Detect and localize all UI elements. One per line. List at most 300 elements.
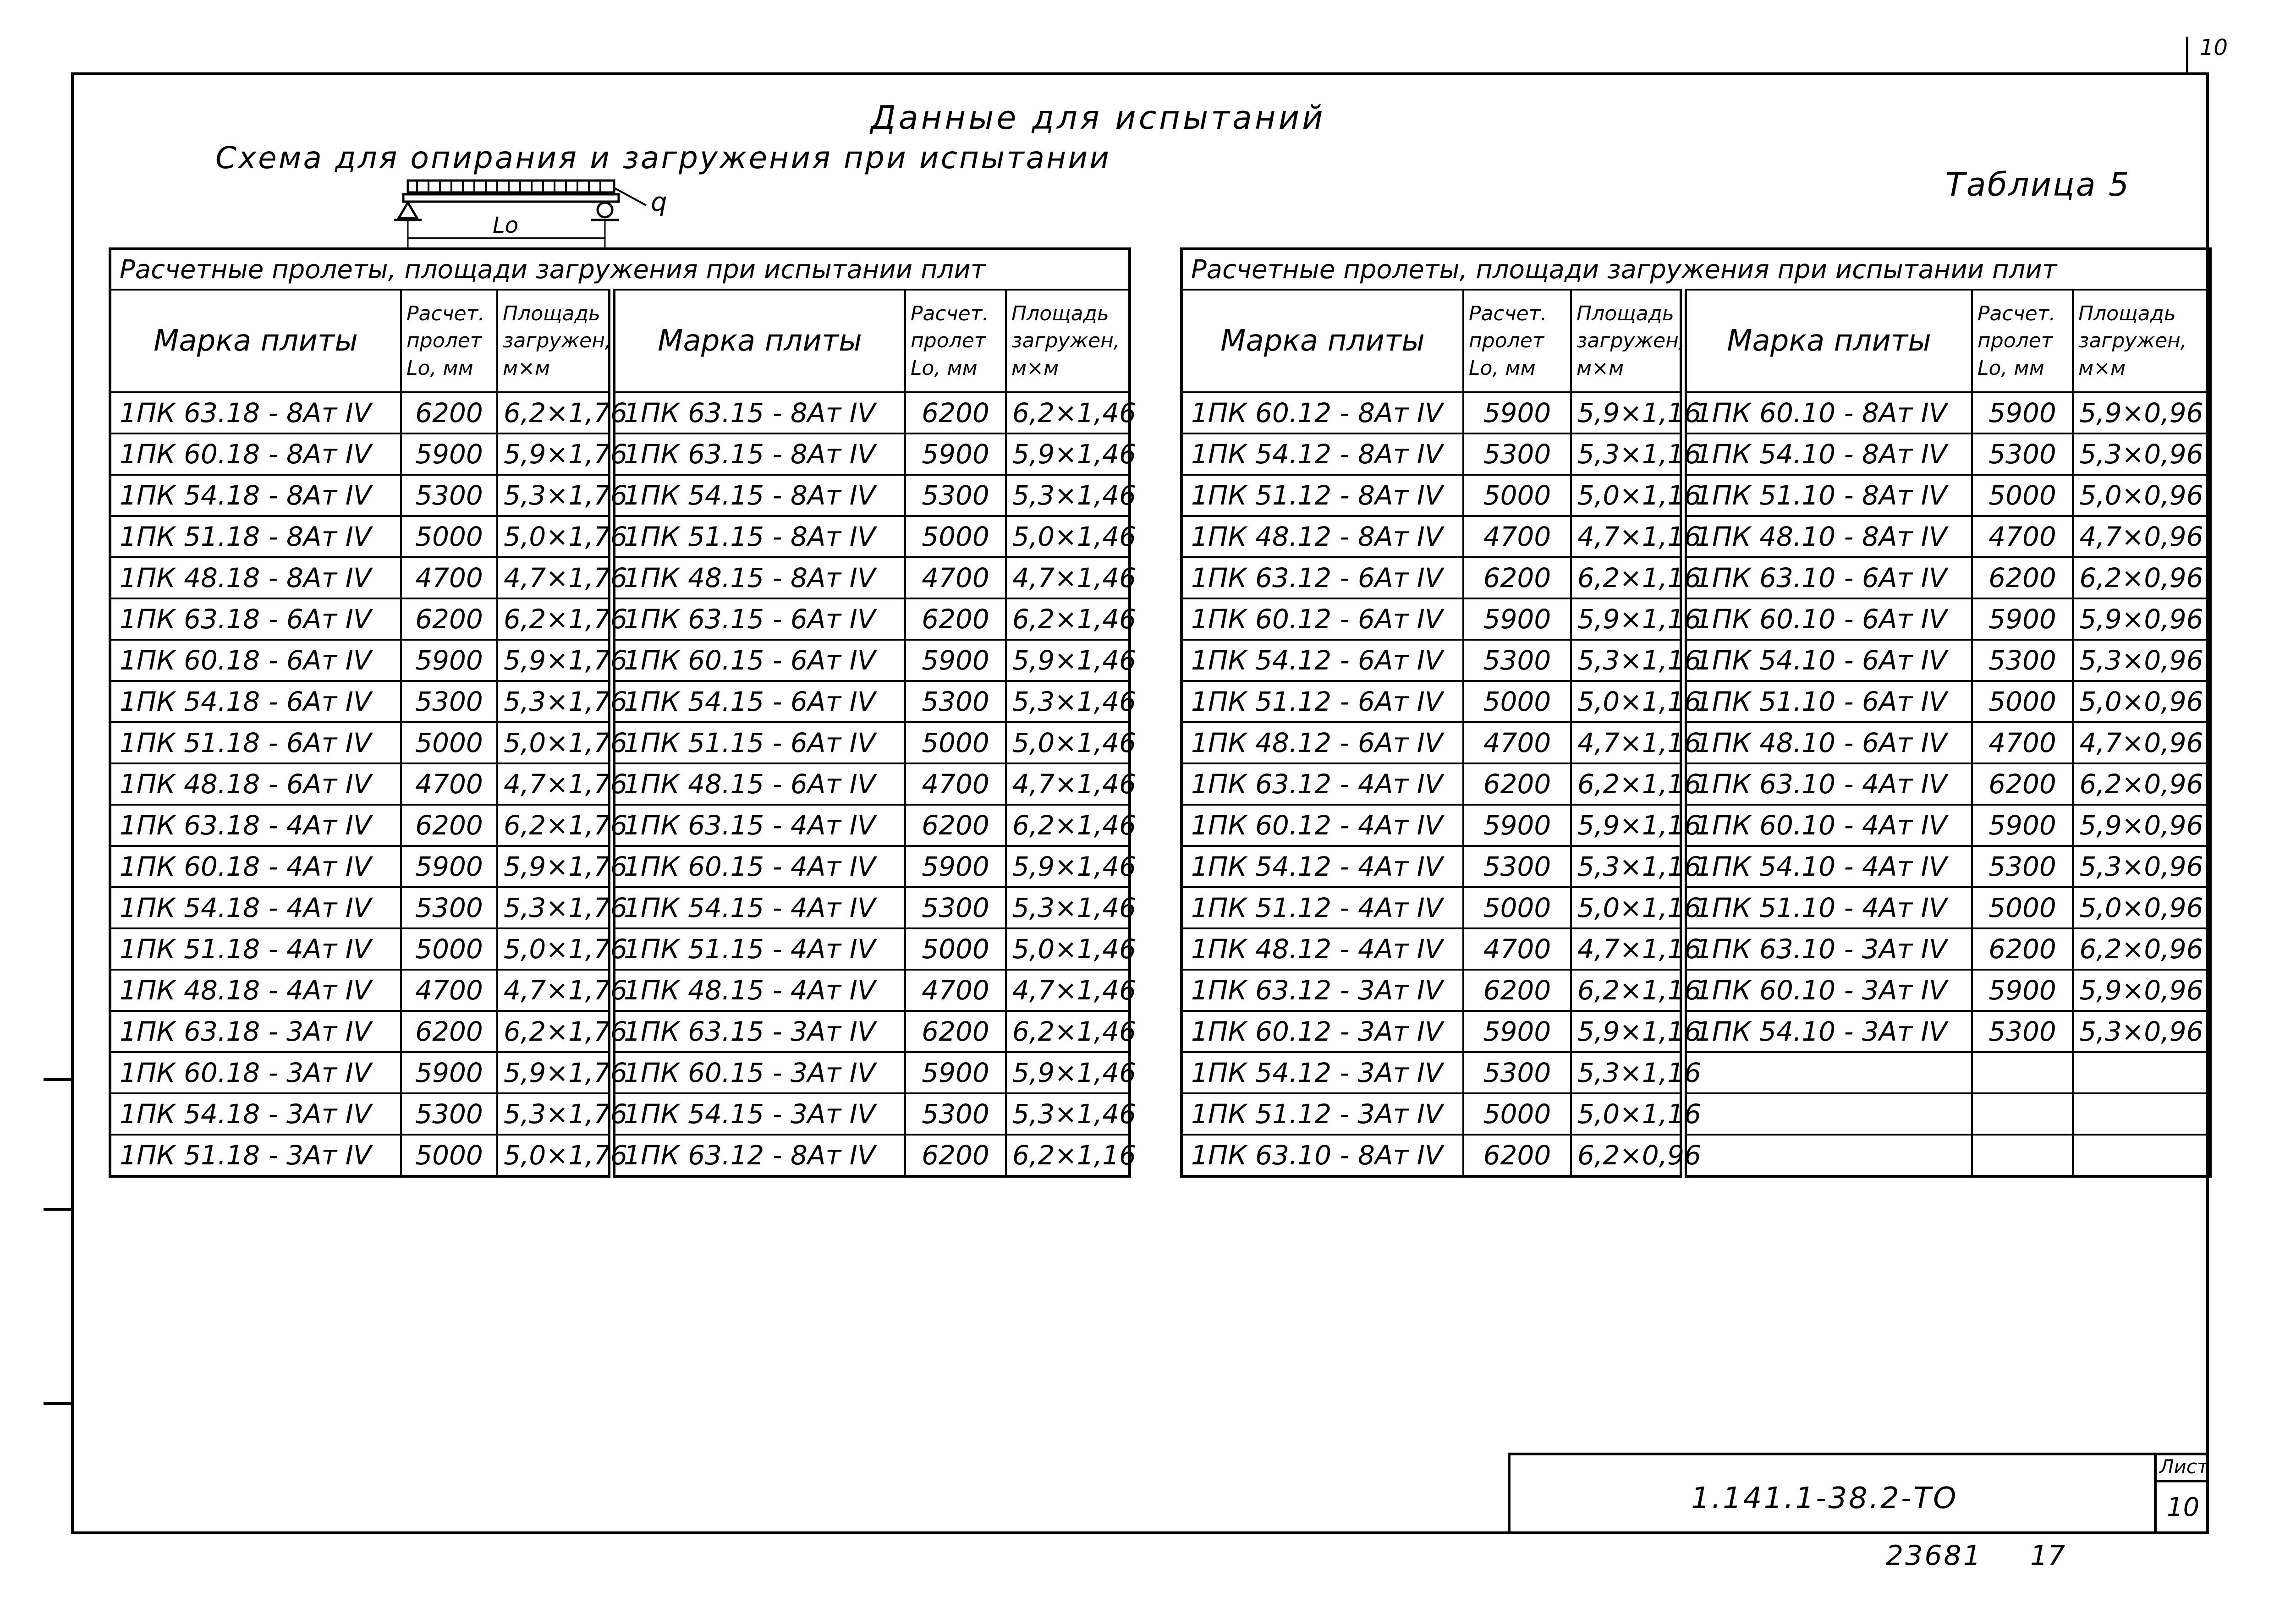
span-cell: 5900 [401, 640, 497, 681]
span-cell: 5000 [1463, 887, 1571, 928]
area-cell: 5,3×1,46 [1006, 887, 1130, 928]
area-cell: 5,3×0,96 [2073, 640, 2210, 681]
area-cell: 5,3×0,96 [2073, 433, 2210, 475]
page-number: 10 [2200, 35, 2228, 60]
span-cell: 4700 [1463, 722, 1571, 763]
span-cell [1972, 1052, 2073, 1093]
table-row [110, 475, 1130, 516]
table-row [110, 681, 1130, 722]
area-cell: 5,9×1,46 [1006, 640, 1130, 681]
slab-mark-cell: 1ПК 60.10 - 6Ат IV [1683, 598, 1972, 640]
slab-mark-cell: 1ПК 54.18 - 8Ат IV [110, 475, 401, 516]
slab-mark-cell: 1ПК 60.10 - 4Ат IV [1683, 805, 1972, 846]
area-cell: 5,9×0,96 [2073, 970, 2210, 1011]
slab-mark-cell: 1ПК 54.12 - 4Ат IV [1181, 846, 1463, 887]
span-cell: 5000 [1463, 681, 1571, 722]
slab-mark-cell: 1ПК 51.10 - 8Ат IV [1683, 475, 1972, 516]
slab-mark-cell: 1ПК 54.10 - 6Ат IV [1683, 640, 1972, 681]
table-row [1181, 392, 2210, 433]
left-span-table [109, 247, 1136, 1178]
slab-mark-cell: 1ПК 54.18 - 4Ат IV [110, 887, 401, 928]
span-cell: 6200 [1463, 763, 1571, 805]
area-cell: 5,0×1,16 [1571, 887, 1683, 928]
slab-mark-cell: 1ПК 54.12 - 8Ат IV [1181, 433, 1463, 475]
span-cell: 5300 [1463, 846, 1571, 887]
span-cell: 5000 [905, 722, 1006, 763]
table-row [1181, 722, 2210, 763]
span-cell: 5000 [1972, 681, 2073, 722]
span-cell: 4700 [905, 970, 1006, 1011]
area-cell: 6,2×1,16 [1571, 763, 1683, 805]
span-cell: 5000 [401, 1135, 497, 1176]
slab-mark-cell: 1ПК 60.10 - 8Ат IV [1683, 392, 1972, 433]
column-header-span: Расчет. пролет Lo, мм [401, 290, 497, 392]
sheet-label: Лист [2159, 1455, 2208, 1478]
slab-mark-cell: 1ПК 63.15 - 3Ат IV [612, 1011, 905, 1052]
span-cell: 5300 [1972, 1011, 2073, 1052]
column-header-mark: Марка плиты [1683, 290, 1972, 392]
span-cell: 4700 [905, 557, 1006, 598]
table-row [110, 557, 1130, 598]
column-header-span: Расчет. пролет Lo, мм [1972, 290, 2073, 392]
table-row [110, 928, 1130, 970]
span-cell: 5900 [401, 846, 497, 887]
table-row [110, 1135, 1130, 1176]
span-cell: 5300 [1463, 1052, 1571, 1093]
sheet-number: 10 [2167, 1492, 2200, 1522]
span-cell: 5000 [401, 722, 497, 763]
slab-mark-cell: 1ПК 54.15 - 6Ат IV [612, 681, 905, 722]
span-cell: 6200 [905, 1011, 1006, 1052]
loading-scheme-diagram [390, 174, 701, 257]
table-row [1181, 887, 2210, 928]
slab-mark-cell: 1ПК 63.15 - 6Ат IV [612, 598, 905, 640]
column-header-span: Расчет. пролет Lo, мм [1463, 290, 1571, 392]
slab-mark-cell: 1ПК 51.18 - 3Ат IV [110, 1135, 401, 1176]
span-cell: 5900 [1972, 805, 2073, 846]
slab-mark-cell: 1ПК 51.18 - 4Ат IV [110, 928, 401, 970]
slab-mark-cell: 1ПК 63.12 - 6Ат IV [1181, 557, 1463, 598]
slab-mark-cell: 1ПК 51.12 - 4Ат IV [1181, 887, 1463, 928]
area-cell: 5,0×1,46 [1006, 928, 1130, 970]
area-cell: 5,3×1,46 [1006, 1093, 1130, 1135]
area-cell: 5,3×1,16 [1571, 846, 1683, 887]
area-cell: 6,2×0,96 [2073, 763, 2210, 805]
span-cell [1972, 1135, 2073, 1176]
table-row [1181, 805, 2210, 846]
area-cell: 6,2×1,16 [1006, 1135, 1130, 1176]
slab-mark-cell: 1ПК 51.15 - 8Ат IV [612, 516, 905, 557]
area-cell: 5,3×1,16 [1571, 640, 1683, 681]
span-label: Lo [493, 213, 519, 238]
corner-mark [2186, 37, 2188, 73]
area-cell: 5,9×1,16 [1571, 598, 1683, 640]
table-row [1181, 763, 2210, 805]
slab-mark-cell: 1ПК 48.15 - 6Ат IV [612, 763, 905, 805]
span-cell: 5000 [401, 928, 497, 970]
slab-mark-cell: 1ПК 60.12 - 8Ат IV [1181, 392, 1463, 433]
area-cell: 4,7×0,96 [2073, 722, 2210, 763]
slab-mark-cell: 1ПК 54.10 - 8Ат IV [1683, 433, 1972, 475]
area-cell: 5,3×0,96 [2073, 846, 2210, 887]
binding-mark [44, 1208, 71, 1211]
table-row [110, 392, 1130, 433]
slab-mark-cell: 1ПК 60.18 - 8Ат IV [110, 433, 401, 475]
table-label: Таблица 5 [1945, 166, 2131, 203]
span-cell: 5900 [1463, 392, 1571, 433]
area-cell: 5,9×1,46 [1006, 1052, 1130, 1093]
area-cell: 6,2×1,46 [1006, 598, 1130, 640]
table-row [1181, 681, 2210, 722]
slab-mark-cell: 1ПК 51.12 - 3Ат IV [1181, 1093, 1463, 1135]
table-row [110, 970, 1130, 1011]
table-row [1181, 516, 2210, 557]
area-cell: 4,7×0,96 [2073, 516, 2210, 557]
area-cell: 5,0×1,16 [1571, 475, 1683, 516]
slab-mark-cell: 1ПК 63.10 - 4Ат IV [1683, 763, 1972, 805]
area-cell: 4,7×1,16 [1571, 722, 1683, 763]
span-cell: 6200 [905, 392, 1006, 433]
area-cell: 5,3×1,16 [1571, 1052, 1683, 1093]
area-cell: 5,9×1,16 [1571, 392, 1683, 433]
load-label: q [651, 187, 667, 217]
column-header-mark: Марка плиты [110, 290, 401, 392]
span-cell: 4700 [905, 763, 1006, 805]
span-cell: 4700 [401, 970, 497, 1011]
slab-mark-cell: 1ПК 54.18 - 3Ат IV [110, 1093, 401, 1135]
area-cell: 5,0×1,16 [1571, 681, 1683, 722]
table-row [1181, 557, 2210, 598]
slab-mark-cell: 1ПК 51.12 - 8Ат IV [1181, 475, 1463, 516]
slab-mark-cell: 1ПК 63.15 - 8Ат IV [612, 433, 905, 475]
area-cell: 6,2×1,46 [1006, 1011, 1130, 1052]
slab-mark-cell: 1ПК 60.15 - 3Ат IV [612, 1052, 905, 1093]
area-cell [2073, 1135, 2210, 1176]
slab-mark-cell: 1ПК 48.12 - 4Ат IV [1181, 928, 1463, 970]
area-cell: 5,3×1,76 [497, 681, 612, 722]
area-cell: 4,7×1,76 [497, 557, 612, 598]
span-cell: 5300 [401, 475, 497, 516]
slab-mark-cell: 1ПК 51.15 - 4Ат IV [612, 928, 905, 970]
slab-mark-cell: 1ПК 51.15 - 6Ат IV [612, 722, 905, 763]
slab-mark-cell: 1ПК 48.12 - 8Ат IV [1181, 516, 1463, 557]
table-row [110, 433, 1130, 475]
span-cell: 5000 [1972, 887, 2073, 928]
inventory-number: 23681 [1886, 1540, 1983, 1572]
span-cell: 5300 [1972, 640, 2073, 681]
area-cell: 5,9×1,76 [497, 640, 612, 681]
span-cell: 5900 [1463, 805, 1571, 846]
slab-mark-cell: 1ПК 51.10 - 6Ат IV [1683, 681, 1972, 722]
table-row [110, 598, 1130, 640]
area-cell: 5,0×1,46 [1006, 722, 1130, 763]
span-cell: 5000 [905, 516, 1006, 557]
slab-mark-cell: 1ПК 51.18 - 6Ат IV [110, 722, 401, 763]
area-cell: 6,2×1,76 [497, 1011, 612, 1052]
area-cell: 5,9×1,76 [497, 846, 612, 887]
table-row [110, 763, 1130, 805]
table-caption: Расчетные пролеты, площади загружения при испытании плит [1181, 249, 2210, 290]
span-cell: 6200 [905, 1135, 1006, 1176]
slab-mark-cell: 1ПК 48.10 - 8Ат IV [1683, 516, 1972, 557]
span-cell: 5300 [401, 681, 497, 722]
span-cell: 5300 [905, 475, 1006, 516]
slab-mark-cell: 1ПК 63.12 - 8Ат IV [612, 1135, 905, 1176]
slab-mark-cell: 1ПК 63.15 - 4Ат IV [612, 805, 905, 846]
span-cell [1972, 1093, 2073, 1135]
area-cell: 5,3×1,76 [497, 1093, 612, 1135]
table-row [1181, 1093, 2210, 1135]
area-cell: 6,2×1,76 [497, 392, 612, 433]
area-cell: 4,7×1,16 [1571, 928, 1683, 970]
slab-mark-cell: 1ПК 54.15 - 4Ат IV [612, 887, 905, 928]
span-cell: 6200 [1972, 763, 2073, 805]
column-header-area: Площадь загружен, м×м [1006, 290, 1130, 392]
area-cell: 5,0×1,46 [1006, 516, 1130, 557]
span-cell: 5300 [1972, 846, 2073, 887]
span-cell: 5300 [1463, 640, 1571, 681]
area-cell: 5,9×1,46 [1006, 846, 1130, 887]
slab-mark-cell: 1ПК 60.12 - 3Ат IV [1181, 1011, 1463, 1052]
table-row [1181, 1052, 2210, 1093]
area-cell: 5,3×1,76 [497, 887, 612, 928]
area-cell: 5,9×1,76 [497, 433, 612, 475]
area-cell: 4,7×1,16 [1571, 516, 1683, 557]
span-cell: 6200 [401, 1011, 497, 1052]
column-header-area: Площадь загружен, м×м [2073, 290, 2210, 392]
area-cell: 6,2×1,76 [497, 598, 612, 640]
span-cell: 6200 [1463, 970, 1571, 1011]
span-cell: 5900 [1972, 392, 2073, 433]
span-cell: 5900 [905, 1052, 1006, 1093]
table-row [110, 516, 1130, 557]
column-header-mark: Марка плиты [1181, 290, 1463, 392]
slab-mark-cell: 1ПК 54.12 - 6Ат IV [1181, 640, 1463, 681]
table-row [110, 1011, 1130, 1052]
copy-number: 17 [2030, 1540, 2065, 1572]
area-cell: 6,2×0,96 [2073, 928, 2210, 970]
area-cell: 5,9×1,46 [1006, 433, 1130, 475]
area-cell: 5,0×1,76 [497, 516, 612, 557]
slab-mark-cell: 1ПК 63.10 - 6Ат IV [1683, 557, 1972, 598]
span-cell: 6200 [905, 805, 1006, 846]
area-cell: 5,3×0,96 [2073, 1011, 2210, 1052]
area-cell: 5,9×0,96 [2073, 392, 2210, 433]
area-cell: 6,2×1,16 [1571, 557, 1683, 598]
slab-mark-cell [1683, 1135, 1972, 1176]
area-cell: 5,3×1,16 [1571, 433, 1683, 475]
span-cell: 6200 [905, 598, 1006, 640]
span-cell: 6200 [1972, 928, 2073, 970]
slab-mark-cell: 1ПК 60.12 - 6Ат IV [1181, 598, 1463, 640]
slab-mark-cell: 1ПК 48.18 - 8Ат IV [110, 557, 401, 598]
slab-mark-cell: 1ПК 54.12 - 3Ат IV [1181, 1052, 1463, 1093]
table-row [1181, 640, 2210, 681]
slab-mark-cell: 1ПК 48.12 - 6Ат IV [1181, 722, 1463, 763]
area-cell: 5,9×1,16 [1571, 1011, 1683, 1052]
area-cell [2073, 1052, 2210, 1093]
area-cell: 4,7×1,46 [1006, 763, 1130, 805]
area-cell: 5,0×1,16 [1571, 1093, 1683, 1135]
table-row [1181, 928, 2210, 970]
table-row [1181, 970, 2210, 1011]
table-row [110, 1052, 1130, 1093]
area-cell: 5,3×1,76 [497, 475, 612, 516]
area-cell: 5,9×1,16 [1571, 805, 1683, 846]
slab-mark-cell: 1ПК 48.10 - 6Ат IV [1683, 722, 1972, 763]
area-cell: 6,2×1,46 [1006, 392, 1130, 433]
table-row [110, 887, 1130, 928]
span-cell: 5300 [401, 1093, 497, 1135]
span-cell: 5000 [905, 928, 1006, 970]
span-cell: 5300 [1463, 433, 1571, 475]
slab-mark-cell: 1ПК 63.18 - 3Ат IV [110, 1011, 401, 1052]
slab-mark-cell: 1ПК 60.18 - 4Ат IV [110, 846, 401, 887]
slab-mark-cell: 1ПК 60.15 - 6Ат IV [612, 640, 905, 681]
span-cell: 6200 [401, 392, 497, 433]
table-caption: Расчетные пролеты, площади загружения при испытании плит [110, 249, 1130, 290]
span-cell: 5900 [1463, 598, 1571, 640]
table-row [1181, 598, 2210, 640]
slab-mark-cell: 1ПК 63.18 - 4Ат IV [110, 805, 401, 846]
span-cell: 5300 [401, 887, 497, 928]
slab-mark-cell: 1ПК 48.15 - 4Ат IV [612, 970, 905, 1011]
slab-mark-cell: 1ПК 63.15 - 8Ат IV [612, 392, 905, 433]
table-row [110, 640, 1130, 681]
span-cell: 5000 [1463, 1093, 1571, 1135]
area-cell: 5,9×0,96 [2073, 805, 2210, 846]
table-row [1181, 475, 2210, 516]
title-block-divider [2154, 1480, 2209, 1482]
slab-mark-cell: 1ПК 60.12 - 4Ат IV [1181, 805, 1463, 846]
table-row [110, 805, 1130, 846]
span-cell: 5900 [1972, 598, 2073, 640]
slab-mark-cell: 1ПК 48.18 - 4Ат IV [110, 970, 401, 1011]
span-cell: 5000 [1972, 475, 2073, 516]
load-hatching [417, 181, 600, 192]
binding-mark [44, 1402, 71, 1405]
area-cell: 5,9×0,96 [2073, 598, 2210, 640]
span-cell: 5300 [905, 1093, 1006, 1135]
column-header-mark: Марка плиты [612, 290, 905, 392]
span-cell: 5900 [905, 433, 1006, 475]
area-cell [2073, 1093, 2210, 1135]
slab-beam [403, 194, 619, 202]
span-cell: 5300 [905, 681, 1006, 722]
area-cell: 6,2×0,96 [1571, 1135, 1683, 1176]
span-cell: 4700 [401, 557, 497, 598]
right-span-table [1180, 247, 2212, 1178]
slab-mark-cell: 1ПК 63.18 - 6Ат IV [110, 598, 401, 640]
span-cell: 6200 [1463, 557, 1571, 598]
span-cell: 5300 [905, 887, 1006, 928]
slab-mark-cell: 1ПК 51.18 - 8Ат IV [110, 516, 401, 557]
span-cell: 4700 [1972, 722, 2073, 763]
table-row [1181, 1011, 2210, 1052]
roller-support-icon [598, 203, 612, 217]
slab-mark-cell [1683, 1093, 1972, 1135]
slab-mark-cell: 1ПК 54.10 - 3Ат IV [1683, 1011, 1972, 1052]
span-cell: 5900 [1463, 1011, 1571, 1052]
slab-mark-cell: 1ПК 60.10 - 3Ат IV [1683, 970, 1972, 1011]
area-cell: 4,7×1,76 [497, 763, 612, 805]
title-block-divider [2154, 1453, 2157, 1534]
area-cell: 5,0×0,96 [2073, 475, 2210, 516]
area-cell: 4,7×1,46 [1006, 557, 1130, 598]
span-cell: 5300 [1972, 433, 2073, 475]
area-cell: 4,7×1,46 [1006, 970, 1130, 1011]
load-band [408, 181, 614, 192]
slab-mark-cell: 1ПК 48.18 - 6Ат IV [110, 763, 401, 805]
page-heading: Данные для испытаний [871, 99, 1326, 137]
slab-mark-cell: 1ПК 51.12 - 6Ат IV [1181, 681, 1463, 722]
column-header-area: Площадь загружен, м×м [1571, 290, 1683, 392]
span-cell: 6200 [401, 805, 497, 846]
slab-mark-cell: 1ПК 54.10 - 4Ат IV [1683, 846, 1972, 887]
span-cell: 5900 [1972, 970, 2073, 1011]
area-cell: 6,2×1,46 [1006, 805, 1130, 846]
area-cell: 6,2×1,76 [497, 805, 612, 846]
table-row [110, 722, 1130, 763]
area-cell: 6,2×0,96 [2073, 557, 2210, 598]
span-cell: 4700 [1463, 516, 1571, 557]
area-cell: 5,9×1,76 [497, 1052, 612, 1093]
slab-mark-cell: 1ПК 63.10 - 3Ат IV [1683, 928, 1972, 970]
table-row [1181, 433, 2210, 475]
span-cell: 4700 [401, 763, 497, 805]
area-cell: 5,3×1,46 [1006, 681, 1130, 722]
area-cell: 6,2×1,16 [1571, 970, 1683, 1011]
slab-mark-cell: 1ПК 54.18 - 6Ат IV [110, 681, 401, 722]
fixed-support-icon [399, 203, 417, 218]
span-cell: 4700 [1972, 516, 2073, 557]
slab-mark-cell: 1ПК 54.15 - 3Ат IV [612, 1093, 905, 1135]
area-cell: 5,0×1,76 [497, 928, 612, 970]
slab-mark-cell: 1ПК 54.15 - 8Ат IV [612, 475, 905, 516]
span-cell: 6200 [401, 598, 497, 640]
slab-mark-cell: 1ПК 63.12 - 3Ат IV [1181, 970, 1463, 1011]
scheme-title: Схема для опирания и загружения при испытании [215, 140, 1111, 176]
span-cell: 4700 [1463, 928, 1571, 970]
area-cell: 5,0×0,96 [2073, 887, 2210, 928]
span-cell: 5000 [1463, 475, 1571, 516]
column-header-span: Расчет. пролет Lo, мм [905, 290, 1006, 392]
span-cell: 5900 [905, 640, 1006, 681]
area-cell: 5,0×1,76 [497, 722, 612, 763]
span-cell: 5900 [905, 846, 1006, 887]
span-cell: 5000 [401, 516, 497, 557]
slab-mark-cell: 1ПК 63.10 - 8Ат IV [1181, 1135, 1463, 1176]
area-cell: 5,0×1,76 [497, 1135, 612, 1176]
slab-mark-cell: 1ПК 63.12 - 4Ат IV [1181, 763, 1463, 805]
span-cell: 5900 [401, 1052, 497, 1093]
slab-mark-cell: 1ПК 60.15 - 4Ат IV [612, 846, 905, 887]
area-cell: 5,0×0,96 [2073, 681, 2210, 722]
slab-mark-cell: 1ПК 48.15 - 8Ат IV [612, 557, 905, 598]
table-row [1181, 846, 2210, 887]
table-row [110, 846, 1130, 887]
slab-mark-cell: 1ПК 63.18 - 8Ат IV [110, 392, 401, 433]
column-header-area: Площадь загружен, м×м [497, 290, 612, 392]
area-cell: 4,7×1,76 [497, 970, 612, 1011]
span-cell: 5900 [401, 433, 497, 475]
slab-mark-cell [1683, 1052, 1972, 1093]
document-code: 1.141.1-38.2-ТО [1691, 1481, 1958, 1515]
area-cell: 5,3×1,46 [1006, 475, 1130, 516]
slab-mark-cell: 1ПК 60.18 - 3Ат IV [110, 1052, 401, 1093]
span-cell: 6200 [1972, 557, 2073, 598]
slab-mark-cell: 1ПК 60.18 - 6Ат IV [110, 640, 401, 681]
